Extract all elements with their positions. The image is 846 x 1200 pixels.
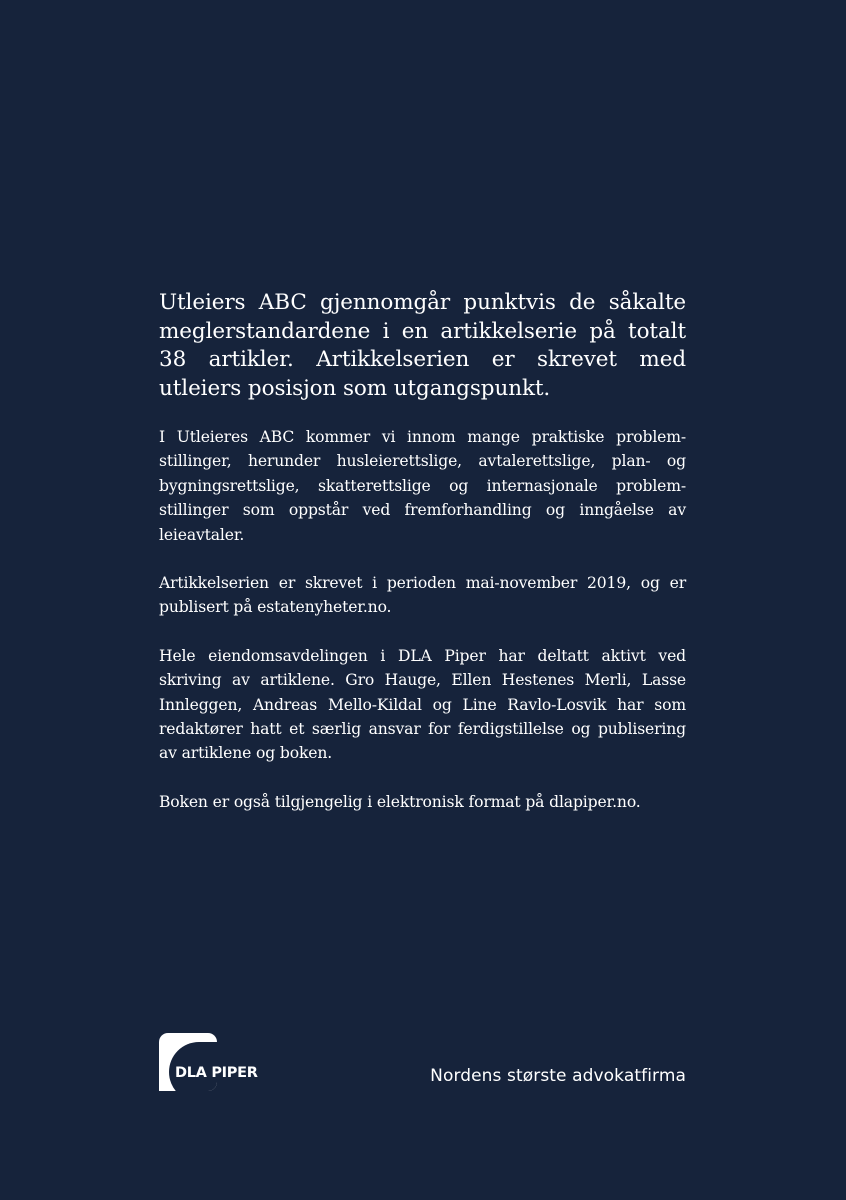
body-paragraph-publication: Artikkelserien er skrevet i perioden mai-november 2019, og er publisert på estatenyheter.no.: [159, 574, 686, 617]
body-paragraph-availability: Boken er også tilgjengelig i elektronisk format på dlapiper.no.: [159, 792, 641, 811]
body-paragraph-editors: Hele eiendomsavdelingen i DLA Piper har deltatt aktivt ved skriving av artiklene. Gro Hauge, Ellen Hestenes Merli, Lasse Innleggen, Andreas Mello-Kildal og Line Ravlo-Losvik har som redaktører hatt et særlig ansvar for ferdigstillelse og publisering av artiklene og boken.: [159, 646, 686, 763]
body-paragraph-scope: I Utleieres ABC kommer vi innom mange praktiske problem-stillinger, herunder husleierettslige, avtalerettslige, plan- og bygningsrettslige, skatterettslige og internasjonale problem-stillinger som oppstår ved fremforhandling og inngåelse av leieavtaler.: [159, 428, 686, 544]
cover-text-block: [159, 289, 686, 838]
firm-tagline: Nordens største advokatfirma: [430, 1066, 686, 1086]
logo-wordmark: DLA PIPER: [175, 1065, 258, 1081]
dla-piper-logo: [159, 1033, 258, 1091]
logo-mark-icon: [159, 1033, 217, 1091]
lead-paragraph: Utleiers ABC gjennomgår punktvis de såkalte meglerstandardene i en artikkelserie på totalt 38 artikler. Artikkelserien er skrevet med utleiers posisjon som utgangspunkt.: [159, 290, 686, 401]
